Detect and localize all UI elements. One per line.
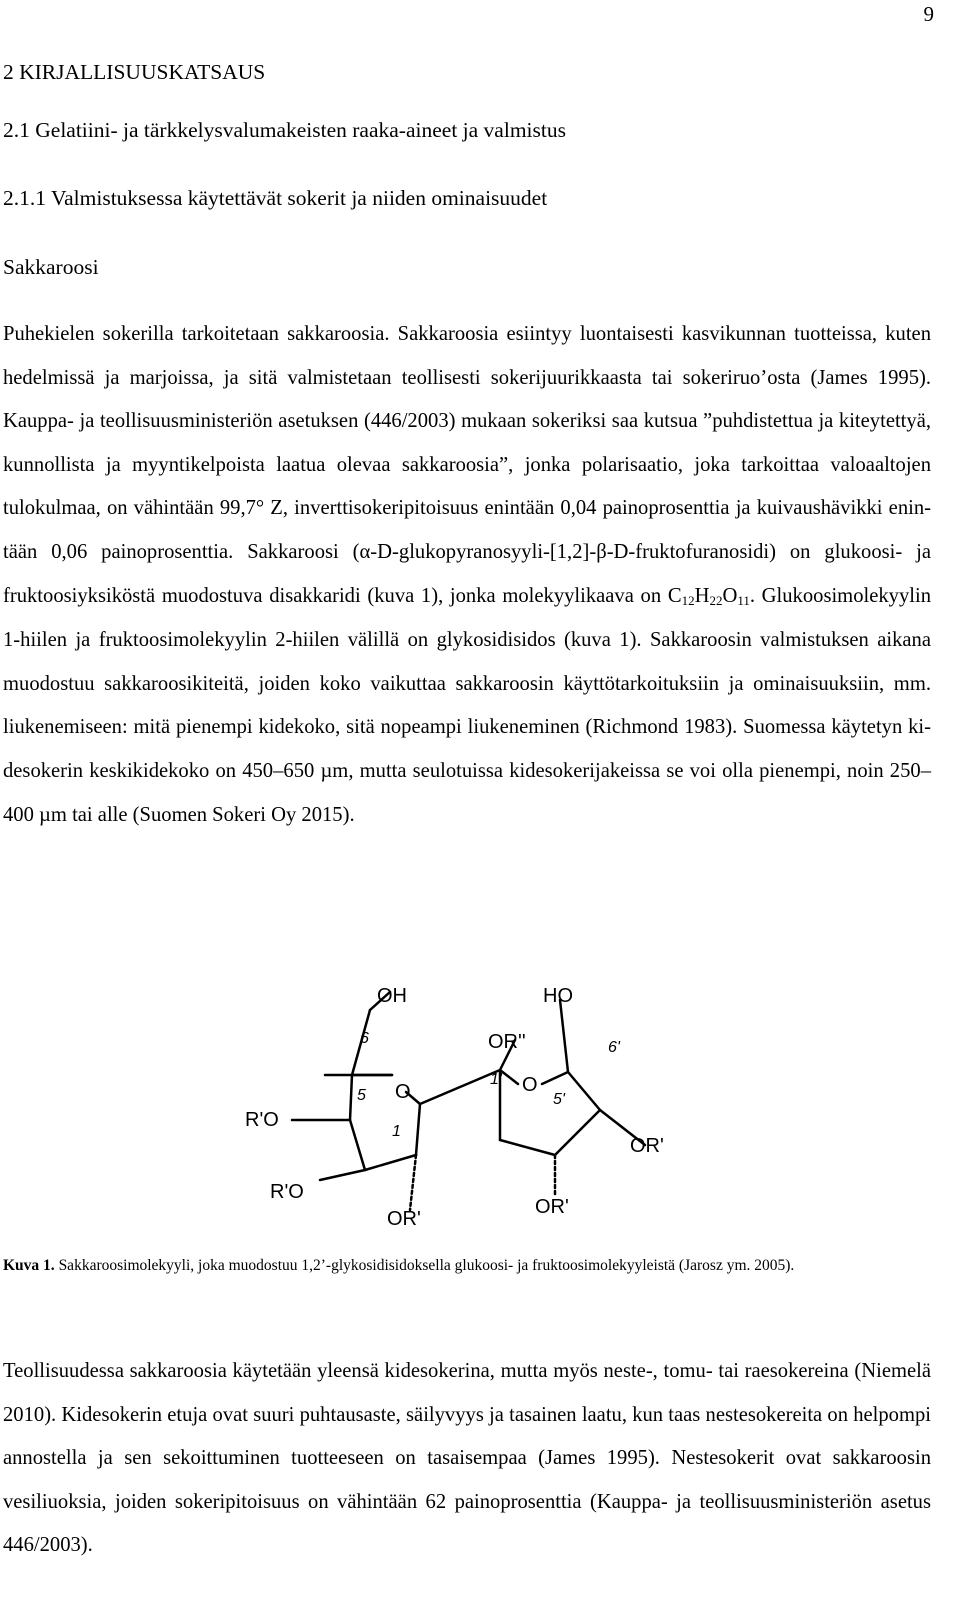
ring-bond [542,1072,568,1084]
subscript-11: 11 [737,592,750,608]
ring-bond [568,1072,600,1110]
page-number: 9 [923,2,934,26]
formula-h: H [694,584,710,607]
label-or-right: OR' [630,1135,664,1157]
body-paragraph-industry: Teollisuudessa sakkaroosia käytetään yleensä kidesokerina, mutta myös neste-, tomu- tai raesokereina (Niemelä 2010). Kidesokerin etuja ovat suuri puhtausaste, säilyvyys ja tasainen laatu, kun taas nestesokereita on helpompi annostella ja sen sekoittuminen tuotteeseen on tasaisempaa (James 1995). Nestesokerit ovat sakkaroosin vesiliuoksia, joiden sokeripitoisuus on vähintään 62 painoprosenttia (Kauppa- ja teollisuusministeriön asetus 446/2003). [3,1360,931,1557]
ring-bond [365,1155,416,1170]
subsection-heading: 2.1.1 Valmistuksessa käytettävät sokerit ja niiden ominaisuudet [3,186,548,210]
label-ro-upper: R'O [245,1109,279,1131]
glycosidic-bond [420,1070,500,1104]
or-bond-down [410,1155,416,1210]
caption-label: Kuva 1. [3,1257,55,1274]
ring-bond [500,1070,518,1084]
c6p-bond [560,1000,568,1072]
ring-bond [416,1104,420,1155]
figure-caption [3,1254,931,1278]
label-ring-o2: O [522,1074,538,1096]
paragraph-text: Puhekielen sokerilla tarkoitetaan sakkaroosia. Sakkaroosia esiintyy luontaisesti kasvikunnan tuotteissa, kuten hedelmissä ja marjoissa, ja sitä valmistetaan teollisesti sokerijuurikkaasta tai sokeriruo’osta (James 1995). Kauppa- ja teollisuusministeriön asetuksen (446/2003) mukaan sokeriksi saa kutsua ”puhdistettua ja kiteytettyä, kunnollista ja myyntikelpoista laatua olevaa sakkaroosia”, jonka polarisaatio, joka tarkoittaa valoaaltojen tulokulmaa, on vähintään 99,7° Z, inverttisokeripitoisuus enintään 0,04 painoprosenttia ja kuivaushävikki enintään 0,06 painoprosenttia. Sakkaroosi (α-D-glukopyranosyyli-[1,2]-β-D-fruktofuranosidi) on glukoosi- ja fruktoosiyksiköstä muodostuva disakkaridi (kuva 1), jonka molekyylikaava on C [3,323,931,607]
paragraph-text-continued: . Glukoosimolekyylin 1-hiilen ja fruktoosimolekyylin 2-hiilen välillä on glykosidisidos (kuva 1). Sakkaroosin valmistuksen aikana muodostuu sakkaroosikiteitä, joiden koko vaikuttaa sakkaroosin käyttötarkoituksiin ja ominaisuuksiin, mm. liukenemiseen: mitä pienempi kidekoko, sitä nopeampi liukeneminen (Richmond 1983). Suomessa käytetyn kidesokerin keskikidekoko on 450–650 µm, mutta seulotuissa kidesokerijakeissa se voi olla pienempi, noin 250–400 µm tai alle (Suomen Sokeri Oy 2015). [3,584,931,826]
ring-bond [350,1120,365,1170]
subscript-12: 12 [681,592,695,608]
subscript-22: 22 [709,592,723,608]
label-or-double: OR'' [488,1031,526,1053]
label-c6: 6 [360,1030,369,1047]
ring-bond [555,1110,600,1155]
sucrose-molecule-diagram [230,980,700,1240]
section-heading: 2.1 Gelatiini- ja tärkkelysvalumakeisten raaka-aineet ja valmistus [3,118,566,142]
label-c1p: 1' [490,1071,502,1088]
label-ro-lower: R'O [270,1181,304,1203]
label-c1: 1 [392,1123,401,1140]
label-c5: 5 [357,1087,366,1104]
topic-heading: Sakkaroosi [3,255,99,279]
ro-bond-lower [320,1170,365,1180]
label-c6p: 6' [608,1039,620,1056]
sucrose-structure-figure [230,980,700,1240]
ring-bond [350,1075,352,1120]
label-c5p: 5' [553,1091,565,1108]
formula-o: O [722,584,738,607]
label-oh: OH [377,985,407,1007]
label-ring-o1: O [395,1081,411,1103]
label-or-bottom: OR' [387,1208,421,1230]
label-or-bottom2: OR' [535,1196,569,1218]
label-ho: HO [543,985,573,1007]
ring-bond [500,1140,555,1155]
chapter-heading: 2 KIRJALLISUUSKATSAUS [3,60,266,84]
body-paragraph-sucrose [3,313,931,837]
caption-text: Sakkaroosimolekyyli, joka muodostuu 1,2’-glykosidisidoksella glukoosi- ja fruktoosimolekyyleistä (Jarosz ym. 2005). [54,1257,795,1274]
